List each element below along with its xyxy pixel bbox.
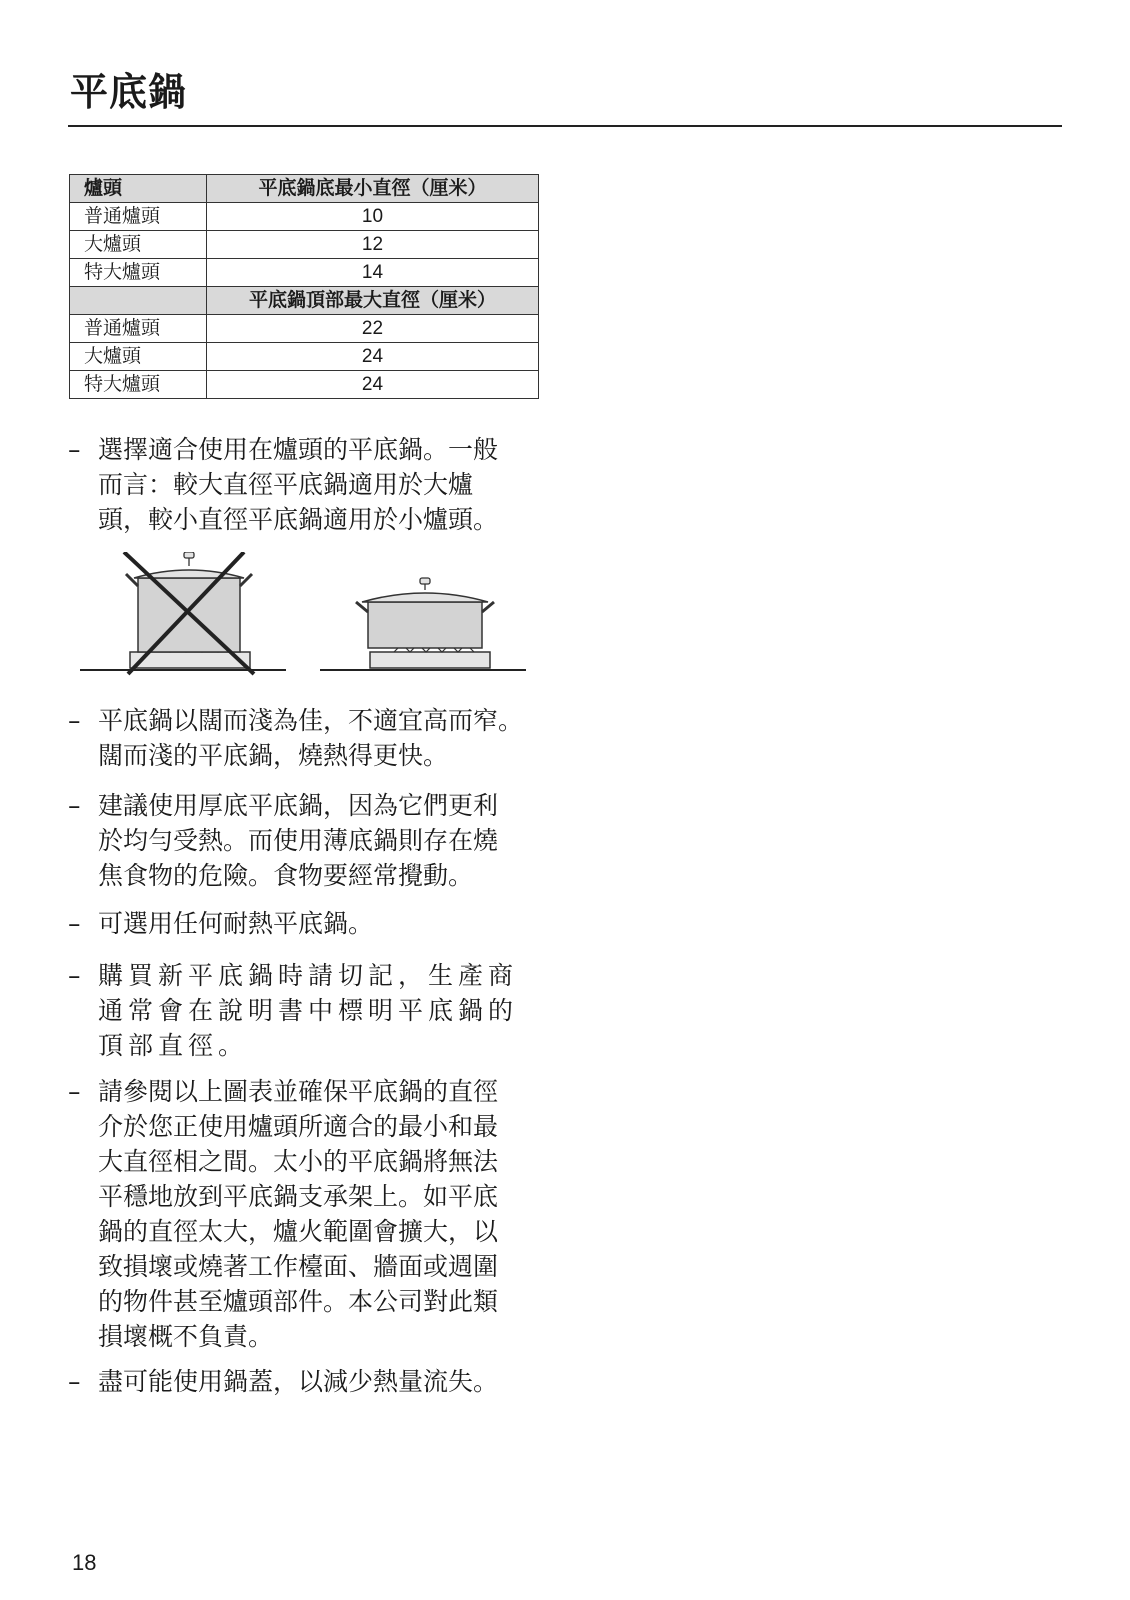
table-cell-burner: 普通爐頭 (70, 203, 207, 231)
bullet-text: 盡可能使用鍋蓋，以減少熱量流失。 (98, 1367, 499, 1396)
table-row (70, 315, 539, 343)
table-header-row (70, 287, 539, 315)
dash-marker: – (68, 791, 81, 820)
table-cell-burner: 大爐頭 (70, 343, 207, 371)
table-cell-burner: 特大爐頭 (70, 371, 207, 399)
table-cell-value: 22 (207, 315, 539, 343)
page-title: 平底鍋 (70, 70, 188, 114)
table-cell-value: 14 (207, 259, 539, 287)
dash-marker: – (68, 909, 81, 938)
table-cell-value: 24 (207, 371, 539, 399)
bullet-text: 購買新平底鍋時請切記，生產商 通常會在說明書中標明平底鍋的 頂部直徑。 (98, 961, 519, 1060)
table-header-min-diameter: 平底鍋底最小直徑（厘米） (207, 175, 539, 203)
table-row (70, 231, 539, 259)
dash-marker: – (68, 435, 81, 464)
bullet-text: 平底鍋以闊而淺為佳，不適宜高而窄。 闊而淺的平底鍋，燒熱得更快。 (98, 706, 524, 770)
table-header-max-diameter: 平底鍋頂部最大直徑（厘米） (207, 287, 539, 315)
table-cell-value: 24 (207, 343, 539, 371)
wide-pot-correct (320, 578, 526, 670)
bullet-text: 建議使用厚底平底鍋，因為它們更利 於均勻受熱。而使用薄底鍋則存在燒 焦食物的危險。食物要經常攪動。 (98, 791, 499, 890)
dash-marker: – (68, 961, 86, 990)
title-divider (68, 125, 1062, 127)
tall-pot-incorrect (80, 552, 286, 674)
table-row (70, 371, 539, 399)
page-number: 18 (72, 1550, 97, 1575)
table-cell-value: 12 (207, 231, 539, 259)
table-header-empty (70, 287, 207, 315)
pan-diameter-table (69, 174, 539, 399)
bullet-text: 請參閱以上圖表並確保平底鍋的直徑 介於您正使用爐頭所適合的最小和最 大直徑相之間。太小的平底鍋將無法 平穩地放到平底鍋支承架上。如平底 鍋的直徑太大，爐火範圍會擴大，以 致損壞或燒著工作檯面、牆面或週圍 的物件甚至爐頭部件。本公司對此類 損壞概不負責。 (98, 1077, 499, 1351)
dash-marker: – (68, 1367, 81, 1396)
pot-size-illustration (80, 552, 540, 684)
bullet-text: 可選用任何耐熱平底鍋。 (98, 909, 374, 938)
dash-marker: – (68, 706, 81, 735)
bullet-text: 選擇適合使用在爐頭的平底鍋。一般 而言：較大直徑平底鍋適用於大爐 頭，較小直徑平底鍋適用於小爐頭。 (98, 435, 499, 534)
table-row (70, 259, 539, 287)
table-header-row (70, 175, 539, 203)
table-header-burner: 爐頭 (70, 175, 207, 203)
dash-marker: – (68, 1077, 81, 1106)
table-row (70, 203, 539, 231)
table-cell-burner: 普通爐頭 (70, 315, 207, 343)
table-cell-burner: 特大爐頭 (70, 259, 207, 287)
table-row (70, 343, 539, 371)
table-cell-burner: 大爐頭 (70, 231, 207, 259)
table-cell-value: 10 (207, 203, 539, 231)
